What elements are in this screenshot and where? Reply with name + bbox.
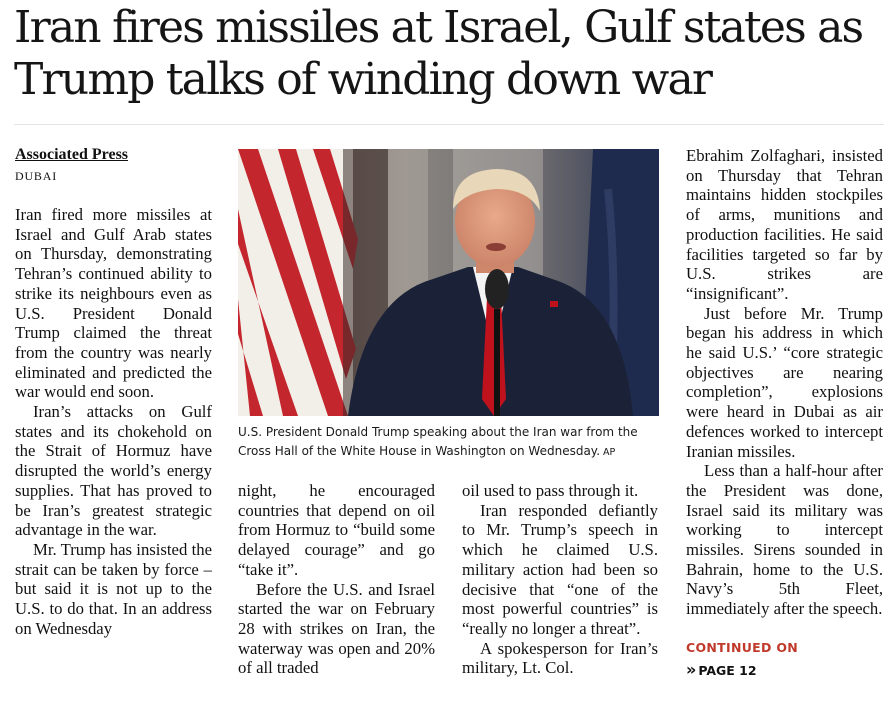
paragraph: Mr. Trump has insisted the strait can be taken by force – but said it is not up to the U.S. to do that. In an address on Wednesday [15, 539, 212, 638]
article-column-4 [686, 146, 883, 619]
continued-page-link[interactable] [686, 660, 757, 679]
headline: Iran fires missiles at Israel, Gulf states as Trump talks of winding down war [14, 2, 863, 105]
continued-on-label: CONTINUED ON [686, 640, 799, 655]
dateline: DUBAI [15, 169, 57, 183]
paragraph: night, he encouraged countries that depend on oil from Hormuz to “build some delayed courage” and go “take it”. [238, 481, 435, 579]
paragraph: Ebrahim Zolfaghari, insisted on Thursday that Tehran maintains hidden stockpiles of arms, munitions and production facilities. He said facilities targeted so far by U.S. strikes are “insignificant”. [686, 146, 883, 303]
article-column-2 [238, 481, 435, 678]
paragraph: Less than a half-hour after the President was done, Israel said its military was working to intercept missiles. Sirens sounded in Bahrain, home to the U.S. Navy’s 5th Fleet, immediately after the speech. [686, 461, 883, 619]
double-chevron-icon: » [686, 660, 697, 679]
paragraph: Just before Mr. Trump began his address in which he said U.S.’ “core strategic objectives are nearing completion”, explosions were heard in Dubai as air defences worked to intercept Iranian missiles. [686, 303, 883, 461]
paragraph: Iran’s attacks on Gulf states and its chokehold on the Strait of Hormuz have disrupted the world’s energy supplies. That has proved to be Iran’s greatest strategic advantage in the war. [15, 402, 212, 540]
continued-page-number: PAGE 12 [698, 663, 757, 678]
photo-credit: AP [603, 447, 616, 458]
article-column-3 [462, 481, 658, 678]
paragraph: Iran responded defiantly to Mr. Trump’s speech in which he claimed U.S. military action had been so decisive that “one of the most powerful countries” is “really no longer a threat”. [462, 500, 658, 638]
article-column-1 [15, 205, 212, 638]
headline-rule [14, 124, 884, 125]
news-photo [238, 149, 659, 416]
byline[interactable]: Associated Press [15, 146, 129, 163]
photo-caption [238, 423, 663, 462]
caption-text: U.S. President Donald Trump speaking about the Iran war from the Cross Hall of the White House in Washington on Wednesday. [238, 425, 638, 458]
paragraph: oil used to pass through it. [462, 481, 639, 500]
paragraph: Before the U.S. and Israel started the war on February 28 with strikes on Iran, the waterway was open and 20% of all traded [238, 579, 435, 678]
paragraph: Iran fired more missiles at Israel and Gulf Arab states on Thursday, demonstrating Tehran’s continued ability to strike its neighbours even as U.S. President Donald Trump claimed the threat from the country was nearly eliminated and predicted the war would end soon. [15, 205, 212, 402]
paragraph: A spokesperson for Iran’s military, Lt. Col. [462, 638, 658, 678]
